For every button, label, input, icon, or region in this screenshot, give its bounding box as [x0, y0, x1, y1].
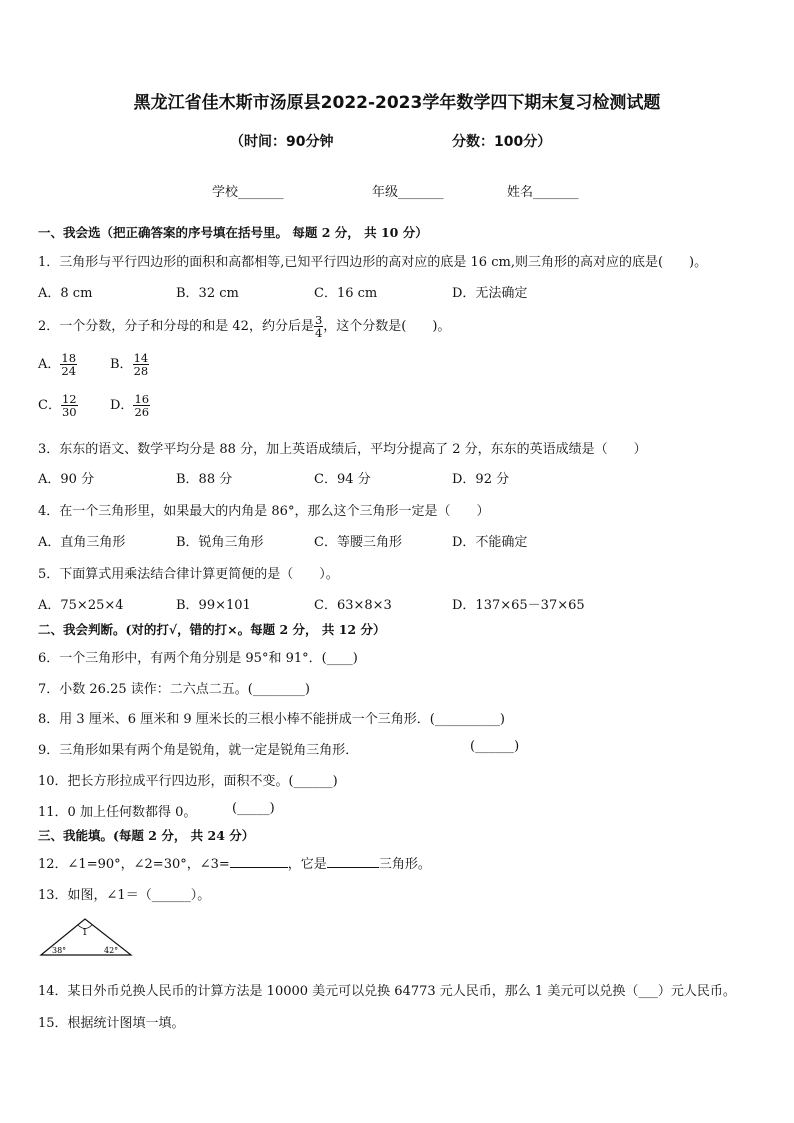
question-11: 11．0 加上任何数都得 0。	[38, 805, 197, 820]
q2-option-a: A． $\frac{18}{24}$	[38, 351, 77, 378]
q1-option-a: A．8 cm	[38, 286, 93, 301]
angle-left-label: 38°	[52, 946, 67, 955]
section-3-heading: 三、我能填。(每题 2 分， 共 24 分）	[38, 828, 255, 843]
question-10: 10．把长方形拉成平行四边形，面积不变。(______)	[38, 774, 338, 789]
q4-option-d: D．不能确定	[452, 535, 528, 550]
question-11-blank: (_____)	[232, 801, 275, 816]
question-9: 9．三角形如果有两个角是锐角，就一定是锐角三角形．	[38, 743, 359, 758]
q3-option-a: A．90 分	[38, 472, 95, 487]
q2-option-d: D． $\frac{16}{26}$	[110, 392, 150, 419]
q5-option-c: C．63×8×3	[314, 598, 392, 613]
question-15: 15．根据统计图填一填。	[38, 1016, 185, 1031]
q1-option-b: B．32 cm	[176, 286, 239, 301]
grade-field: 年级_______	[372, 185, 444, 200]
section-1-heading: 一、我会选（把正确答案的序号填在括号里。 每题 2 分， 共 10 分）	[38, 225, 428, 240]
question-8: 8．用 3 厘米、6 厘米和 9 厘米长的三根小棒不能拼成一个三角形．(__________)	[38, 712, 505, 727]
name-field: 姓名_______	[507, 185, 579, 200]
question-13: 13．如图，∠1＝（______）。	[38, 888, 211, 903]
question-14: 14．某日外币兑换人民币的计算方法是 10000 美元可以兑换 64773 元人民币，那么 1 美元可以兑换（___）元人民币。	[38, 984, 736, 999]
q1-option-d: D．无法确定	[452, 286, 528, 301]
question-7: 7．小数 26.25 读作：二六点二五。(________)	[38, 682, 310, 697]
question-2	[38, 314, 450, 339]
q2-fraction: $\frac{3}{4}$	[314, 313, 323, 340]
q5-option-a: A．75×25×4	[38, 598, 124, 613]
question-5: 5．下面算式用乘法结合律计算更简便的是（ ）。	[38, 567, 339, 582]
q2-text-post: ，这个分数是( )。	[323, 319, 451, 334]
question-9-blank: (______)	[470, 739, 520, 754]
school-field: 学校_______	[212, 185, 284, 200]
q1-option-c: C．16 cm	[314, 286, 378, 301]
triangle-figure	[38, 914, 134, 958]
score-label: 分数：100分）	[452, 134, 552, 150]
time-label: （时间：90分钟	[230, 134, 334, 150]
q5-option-d: D．137×65－37×65	[452, 598, 585, 613]
q5-option-b: B．99×101	[176, 598, 251, 613]
q3-option-c: C．94 分	[314, 472, 371, 487]
question-4: 4．在一个三角形里，如果最大的内角是 86°，那么这个三角形一定是（ ）	[38, 504, 490, 519]
q2-option-c: C． $\frac{12}{30}$	[38, 392, 77, 419]
q2-text-pre: 2．一个分数，分子和分母的和是 42，约分后是	[38, 319, 314, 334]
q2-option-b: B． $\frac{14}{28}$	[110, 351, 149, 378]
angle1-label: 1	[82, 928, 88, 938]
q3-option-b: B．88 分	[176, 472, 233, 487]
question-3: 3．东东的语文、数学平均分是 88 分，加上英语成绩后，平均分提高了 2 分，东东的英语成绩是（ ）	[38, 442, 647, 457]
q3-option-d: D．92 分	[452, 472, 510, 487]
question-12: 12．∠1=90°，∠2=30°，∠3= ，它是 三角形。	[38, 857, 431, 872]
q4-option-c: C．等腰三角形	[314, 535, 402, 550]
page-title: 黑龙江省佳木斯市汤原县2022-2023学年数学四下期末复习检测试题	[133, 93, 661, 113]
section-2-heading: 二、我会判断。(对的打√，错的打×。每题 2 分， 共 12 分）	[38, 622, 386, 637]
q4-option-a: A．直角三角形	[38, 535, 126, 550]
angle-right-label: 42°	[104, 946, 119, 955]
question-6: 6．一个三角形中，有两个角分别是 95°和 91°．(____)	[38, 651, 358, 666]
q4-option-b: B．锐角三角形	[176, 535, 264, 550]
question-1: 1．三角形与平行四边形的面积和高都相等,已知平行四边形的高对应的底是 16 cm,则三角形的高对应的底是( )。	[38, 255, 708, 270]
